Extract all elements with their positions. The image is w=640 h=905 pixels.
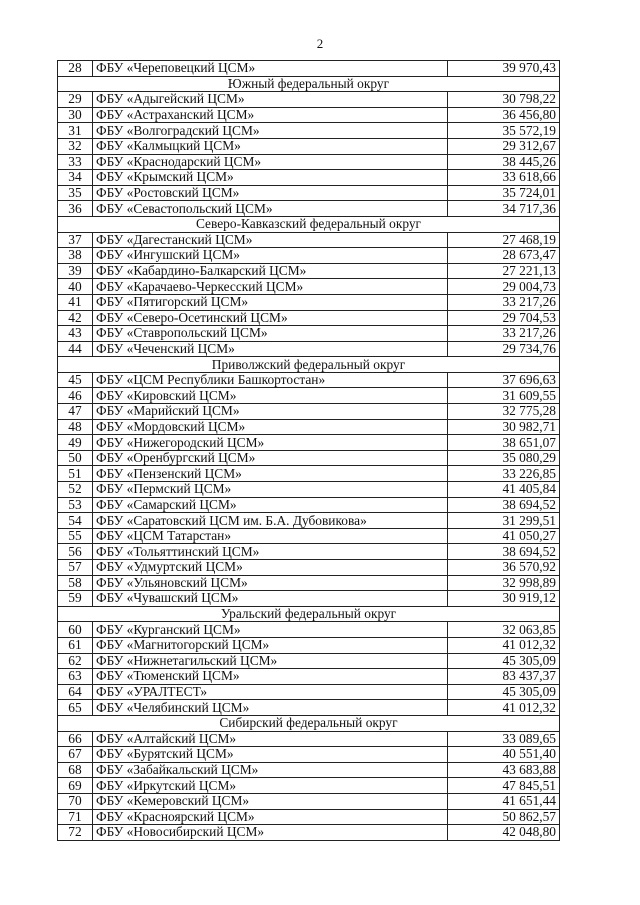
- amount-value: 35 080,29: [448, 450, 560, 466]
- row-number: 72: [58, 825, 93, 841]
- organization-name: ФБУ «Пермский ЦСМ»: [93, 482, 448, 498]
- amount-value: 41 012,32: [448, 637, 560, 653]
- amount-value: 38 445,26: [448, 154, 560, 170]
- amount-value: 33 226,85: [448, 466, 560, 482]
- amount-value: 38 694,52: [448, 497, 560, 513]
- amount-value: 29 004,73: [448, 279, 560, 295]
- amount-value: 42 048,80: [448, 825, 560, 841]
- row-number: 29: [58, 92, 93, 108]
- row-number: 68: [58, 762, 93, 778]
- row-number: 41: [58, 294, 93, 310]
- row-number: 32: [58, 138, 93, 154]
- amount-value: 43 683,88: [448, 762, 560, 778]
- region-header-row: [58, 606, 560, 622]
- organization-name: ФБУ «Нижегородский ЦСМ»: [93, 435, 448, 451]
- table-row: [58, 497, 560, 513]
- organization-name: ФБУ «Удмуртский ЦСМ»: [93, 560, 448, 576]
- organization-name: ФБУ «Новосибирский ЦСМ»: [93, 825, 448, 841]
- table-row: [58, 92, 560, 108]
- row-number: 70: [58, 793, 93, 809]
- amount-value: 28 673,47: [448, 248, 560, 264]
- table-row: [58, 747, 560, 763]
- row-number: 63: [58, 669, 93, 685]
- row-number: 67: [58, 747, 93, 763]
- table-row: [58, 591, 560, 607]
- row-number: 46: [58, 388, 93, 404]
- table-row: [58, 107, 560, 123]
- row-number: 60: [58, 622, 93, 638]
- row-number: 57: [58, 560, 93, 576]
- organization-name: ФБУ «Ингушский ЦСМ»: [93, 248, 448, 264]
- table-row: [58, 435, 560, 451]
- table-row: [58, 762, 560, 778]
- table-row: [58, 248, 560, 264]
- table-row: [58, 482, 560, 498]
- row-number: 69: [58, 778, 93, 794]
- organization-name: ФБУ «Краснодарский ЦСМ»: [93, 154, 448, 170]
- row-number: 45: [58, 372, 93, 388]
- region-name: Уральский федеральный округ: [58, 606, 560, 622]
- amount-value: 41 651,44: [448, 793, 560, 809]
- organization-name: ФБУ «Саратовский ЦСМ им. Б.А. Дубовикова»: [93, 513, 448, 529]
- organization-name: ФБУ «Курганский ЦСМ»: [93, 622, 448, 638]
- table-row: [58, 310, 560, 326]
- amount-value: 45 305,09: [448, 653, 560, 669]
- amount-value: 41 405,84: [448, 482, 560, 498]
- amount-value: 39 970,43: [448, 61, 560, 77]
- row-number: 30: [58, 107, 93, 123]
- organization-name: ФБУ «ЦСМ Республики Башкортостан»: [93, 372, 448, 388]
- organization-name: ФБУ «Челябинский ЦСМ»: [93, 700, 448, 716]
- table-row: [58, 637, 560, 653]
- region-name: Приволжский федеральный округ: [58, 357, 560, 373]
- table-row: [58, 450, 560, 466]
- organization-name: ФБУ «Кабардино-Балкарский ЦСМ»: [93, 263, 448, 279]
- amount-value: 27 221,13: [448, 263, 560, 279]
- amount-value: 30 982,71: [448, 419, 560, 435]
- amount-value: 30 798,22: [448, 92, 560, 108]
- row-number: 71: [58, 809, 93, 825]
- table-row: [58, 544, 560, 560]
- table-row: [58, 622, 560, 638]
- row-number: 61: [58, 637, 93, 653]
- amount-value: 83 437,37: [448, 669, 560, 685]
- amount-value: 34 717,36: [448, 201, 560, 217]
- organization-name: ФБУ «УРАЛТЕСТ»: [93, 684, 448, 700]
- row-number: 59: [58, 591, 93, 607]
- amount-value: 50 862,57: [448, 809, 560, 825]
- amount-value: 47 845,51: [448, 778, 560, 794]
- region-name: Северо-Кавказский федеральный округ: [58, 216, 560, 232]
- table-row: [58, 294, 560, 310]
- row-number: 43: [58, 326, 93, 342]
- row-number: 36: [58, 201, 93, 217]
- amount-value: 33 618,66: [448, 170, 560, 186]
- organization-name: ФБУ «Тольяттинский ЦСМ»: [93, 544, 448, 560]
- table-row: [58, 793, 560, 809]
- amount-value: 32 775,28: [448, 404, 560, 420]
- organization-name: ФБУ «Иркутский ЦСМ»: [93, 778, 448, 794]
- row-number: 47: [58, 404, 93, 420]
- table-row: [58, 232, 560, 248]
- table-row: [58, 684, 560, 700]
- organization-name: ФБУ «Забайкальский ЦСМ»: [93, 762, 448, 778]
- organization-name: ФБУ «Адыгейский ЦСМ»: [93, 92, 448, 108]
- table-row: [58, 279, 560, 295]
- row-number: 56: [58, 544, 93, 560]
- amount-value: 29 734,76: [448, 341, 560, 357]
- organization-name: ФБУ «Калмыцкий ЦСМ»: [93, 138, 448, 154]
- row-number: 64: [58, 684, 93, 700]
- organization-name: ФБУ «Оренбургский ЦСМ»: [93, 450, 448, 466]
- amount-value: 37 696,63: [448, 372, 560, 388]
- amount-value: 30 919,12: [448, 591, 560, 607]
- row-number: 50: [58, 450, 93, 466]
- organization-name: ФБУ «Ростовский ЦСМ»: [93, 185, 448, 201]
- table-row: [58, 61, 560, 77]
- table-row: [58, 170, 560, 186]
- table-row: [58, 575, 560, 591]
- organization-name: ФБУ «Марийский ЦСМ»: [93, 404, 448, 420]
- row-number: 39: [58, 263, 93, 279]
- table-row: [58, 669, 560, 685]
- table-row: [58, 326, 560, 342]
- table-row: [58, 154, 560, 170]
- organization-name: ФБУ «Астраханский ЦСМ»: [93, 107, 448, 123]
- row-number: 48: [58, 419, 93, 435]
- organization-name: ФБУ «Красноярский ЦСМ»: [93, 809, 448, 825]
- amount-value: 33 217,26: [448, 294, 560, 310]
- amount-value: 29 704,53: [448, 310, 560, 326]
- organization-name: ФБУ «Самарский ЦСМ»: [93, 497, 448, 513]
- table-row: [58, 560, 560, 576]
- amount-value: 36 456,80: [448, 107, 560, 123]
- organization-name: ФБУ «Карачаево-Черкесский ЦСМ»: [93, 279, 448, 295]
- row-number: 40: [58, 279, 93, 295]
- table-row: [58, 513, 560, 529]
- amount-value: 33 089,65: [448, 731, 560, 747]
- table-row: [58, 138, 560, 154]
- row-number: 42: [58, 310, 93, 326]
- region-header-row: [58, 216, 560, 232]
- organization-name: ФБУ «Магнитогорский ЦСМ»: [93, 637, 448, 653]
- table-row: [58, 466, 560, 482]
- table-row: [58, 528, 560, 544]
- amount-value: 29 312,67: [448, 138, 560, 154]
- organization-name: ФБУ «Тюменский ЦСМ»: [93, 669, 448, 685]
- row-number: 65: [58, 700, 93, 716]
- table-row: [58, 809, 560, 825]
- organization-name: ФБУ «Чеченский ЦСМ»: [93, 341, 448, 357]
- row-number: 51: [58, 466, 93, 482]
- table-row: [58, 263, 560, 279]
- organization-name: ФБУ «Ульяновский ЦСМ»: [93, 575, 448, 591]
- amount-value: 35 724,01: [448, 185, 560, 201]
- amount-value: 38 694,52: [448, 544, 560, 560]
- row-number: 31: [58, 123, 93, 139]
- row-number: 54: [58, 513, 93, 529]
- table-row: [58, 372, 560, 388]
- organization-name: ФБУ «Бурятский ЦСМ»: [93, 747, 448, 763]
- row-number: 62: [58, 653, 93, 669]
- amount-value: 32 063,85: [448, 622, 560, 638]
- amount-value: 33 217,26: [448, 326, 560, 342]
- amount-value: 35 572,19: [448, 123, 560, 139]
- table-row: [58, 825, 560, 841]
- organization-name: ФБУ «Ставропольский ЦСМ»: [93, 326, 448, 342]
- row-number: 53: [58, 497, 93, 513]
- organization-name: ФБУ «Череповецкий ЦСМ»: [93, 61, 448, 77]
- amount-value: 41 050,27: [448, 528, 560, 544]
- page-number: 2: [316, 36, 324, 51]
- table-row: [58, 185, 560, 201]
- organization-name: ФБУ «Дагестанский ЦСМ»: [93, 232, 448, 248]
- table-row: [58, 419, 560, 435]
- table-row: [58, 123, 560, 139]
- row-number: 44: [58, 341, 93, 357]
- organization-name: ФБУ «Алтайский ЦСМ»: [93, 731, 448, 747]
- amount-value: 41 012,32: [448, 700, 560, 716]
- region-header-row: [58, 357, 560, 373]
- table-row: [58, 201, 560, 217]
- row-number: 55: [58, 528, 93, 544]
- region-name: Сибирский федеральный округ: [58, 715, 560, 731]
- amount-value: 45 305,09: [448, 684, 560, 700]
- organization-name: ФБУ «Крымский ЦСМ»: [93, 170, 448, 186]
- table-row: [58, 388, 560, 404]
- organization-name: ФБУ «ЦСМ Татарстан»: [93, 528, 448, 544]
- table-row: [58, 653, 560, 669]
- table-row: [58, 700, 560, 716]
- organization-name: ФБУ «Пензенский ЦСМ»: [93, 466, 448, 482]
- row-number: 34: [58, 170, 93, 186]
- row-number: 38: [58, 248, 93, 264]
- amount-value: 40 551,40: [448, 747, 560, 763]
- organization-name: ФБУ «Кемеровский ЦСМ»: [93, 793, 448, 809]
- table-row: [58, 731, 560, 747]
- organization-name: ФБУ «Мордовский ЦСМ»: [93, 419, 448, 435]
- organization-name: ФБУ «Волгоградский ЦСМ»: [93, 123, 448, 139]
- organization-name: ФБУ «Севастопольский ЦСМ»: [93, 201, 448, 217]
- row-number: 28: [58, 61, 93, 77]
- organization-name: ФБУ «Чувашский ЦСМ»: [93, 591, 448, 607]
- row-number: 52: [58, 482, 93, 498]
- row-number: 66: [58, 731, 93, 747]
- row-number: 35: [58, 185, 93, 201]
- organization-name: ФБУ «Кировский ЦСМ»: [93, 388, 448, 404]
- region-name: Южный федеральный округ: [58, 76, 560, 92]
- amount-value: 31 609,55: [448, 388, 560, 404]
- table-row: [58, 778, 560, 794]
- organization-name: ФБУ «Северо-Осетинский ЦСМ»: [93, 310, 448, 326]
- table-row: [58, 404, 560, 420]
- region-header-row: [58, 76, 560, 92]
- table-row: [58, 341, 560, 357]
- row-number: 37: [58, 232, 93, 248]
- organization-name: ФБУ «Пятигорский ЦСМ»: [93, 294, 448, 310]
- amount-value: 32 998,89: [448, 575, 560, 591]
- row-number: 58: [58, 575, 93, 591]
- row-number: 33: [58, 154, 93, 170]
- tariff-table: [57, 60, 560, 841]
- organization-name: ФБУ «Нижнетагильский ЦСМ»: [93, 653, 448, 669]
- amount-value: 38 651,07: [448, 435, 560, 451]
- row-number: 49: [58, 435, 93, 451]
- amount-value: 31 299,51: [448, 513, 560, 529]
- region-header-row: [58, 715, 560, 731]
- amount-value: 36 570,92: [448, 560, 560, 576]
- table-body: [58, 61, 560, 841]
- amount-value: 27 468,19: [448, 232, 560, 248]
